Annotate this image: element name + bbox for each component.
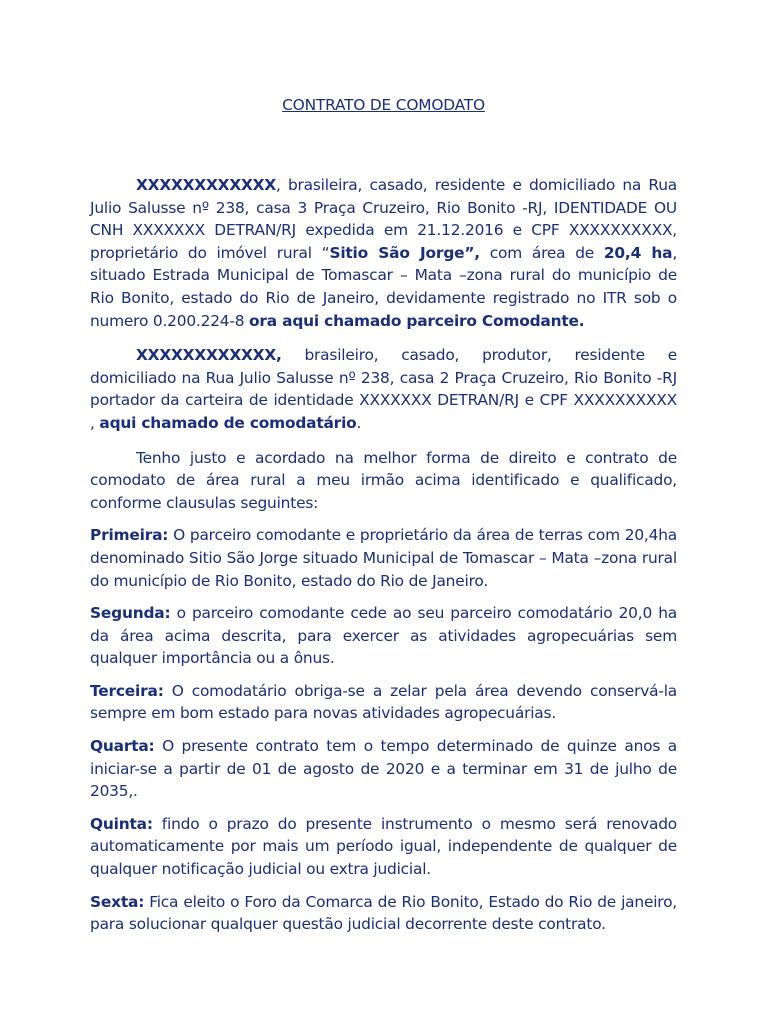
clause-label: Terceira:: [90, 681, 164, 700]
clause-text: O comodatário obriga-se a zelar pela área devendo conservá-la sempre em bom estado para novas atividades agropecuárias.: [90, 681, 677, 723]
comodatario-end: .: [356, 413, 362, 432]
clause-text: O parceiro comodante e proprietário da área de terras com 20,4ha denominado Sitio São Jorge situado Municipal de Tomascar – Mata –zona rural do município de Rio Bonito, estado do Rio de Janeiro.: [90, 526, 677, 590]
clause-text: findo o prazo do presente instrumento o mesmo será renovado automaticamente por mais um período igual, independente de qualquer de qualquer notificação judicial ou extra judicial.: [90, 814, 677, 879]
comodante-area-prefix: com área de: [479, 243, 604, 262]
clause-text: O presente contrato tem o tempo determinado de quinze anos a iniciar-se a partir de 01 de agosto de 2020 e a terminar em 31 de julho de 2035,.: [90, 737, 677, 801]
clause-label: Primeira:: [90, 526, 169, 545]
comodante-name: XXXXXXXXXXXX: [136, 176, 276, 194]
document-title: CONTRATO DE COMODATO: [282, 96, 485, 114]
comodante-location: , situado Estrada Municipal de Tomascar – Mata –zona rural do município de Rio Bonito, estado do Rio de Janeiro, devidamente registrado no ITR sob o numero 0.200.224-8: [90, 243, 678, 330]
clause-quinta: [90, 813, 677, 881]
comodatario-details: brasileiro, casado, produtor, residente e domiciliado na Rua Julio Salusse nº 238, casa 2 Praça Cruzeiro, Rio Bonito -RJ portador da carteira de identidade XXXXXXX DETRAN/RJ e CPF XXXXXXXXXX ,: [90, 346, 677, 432]
clause-label: Quinta:: [90, 814, 153, 833]
comodatario-role: aqui chamado de comodatário: [99, 413, 357, 432]
comodante-paragraph: [90, 174, 677, 332]
comodante-role: ora aqui chamado parceiro Comodante.: [249, 311, 585, 330]
clause-text: Fica eleito o Foro da Comarca de Rio Bonito, Estado do Rio de janeiro, para solucionar qualquer questão judicial decorrente deste contrato.: [90, 892, 677, 934]
clause-sexta: [90, 891, 677, 936]
clause-primeira: [90, 524, 677, 592]
clause-label: Segunda:: [90, 604, 171, 623]
clause-text: o parceiro comodante cede ao seu parceiro comodatário 20,0 ha da área acima descrita, para exercer as atividades agropecuárias sem qualquer importância ou a ônus.: [90, 604, 677, 668]
property-name: Sitio São Jorge”,: [329, 243, 480, 262]
comodante-details: , brasileira, casado, residente e domiciliado na Rua Julio Salusse nº 238, casa 3 Praça Cruzeiro, Rio Bonito -RJ, IDENTIDADE OU CNH XXXXXXX DETRAN/RJ expedida em 21.12.2016 e CPF XXXXXXXXXX, proprietário do imóvel rural “: [90, 176, 677, 262]
comodatario-paragraph: [90, 344, 677, 434]
comodatario-name: XXXXXXXXXXXX,: [136, 346, 282, 365]
agreement-paragraph: Tenho justo e acordado na melhor forma de direito e contrato de comodato de área rural a meu irmão acima identificado e qualificado, conforme clausulas seguintes:: [90, 448, 677, 512]
clause-terceira: [90, 680, 677, 725]
clause-label: Sexta:: [90, 892, 145, 911]
property-area: 20,4 ha: [603, 243, 673, 262]
clause-quarta: [90, 735, 677, 803]
clause-label: Quarta:: [90, 737, 155, 756]
clause-segunda: [90, 602, 677, 670]
